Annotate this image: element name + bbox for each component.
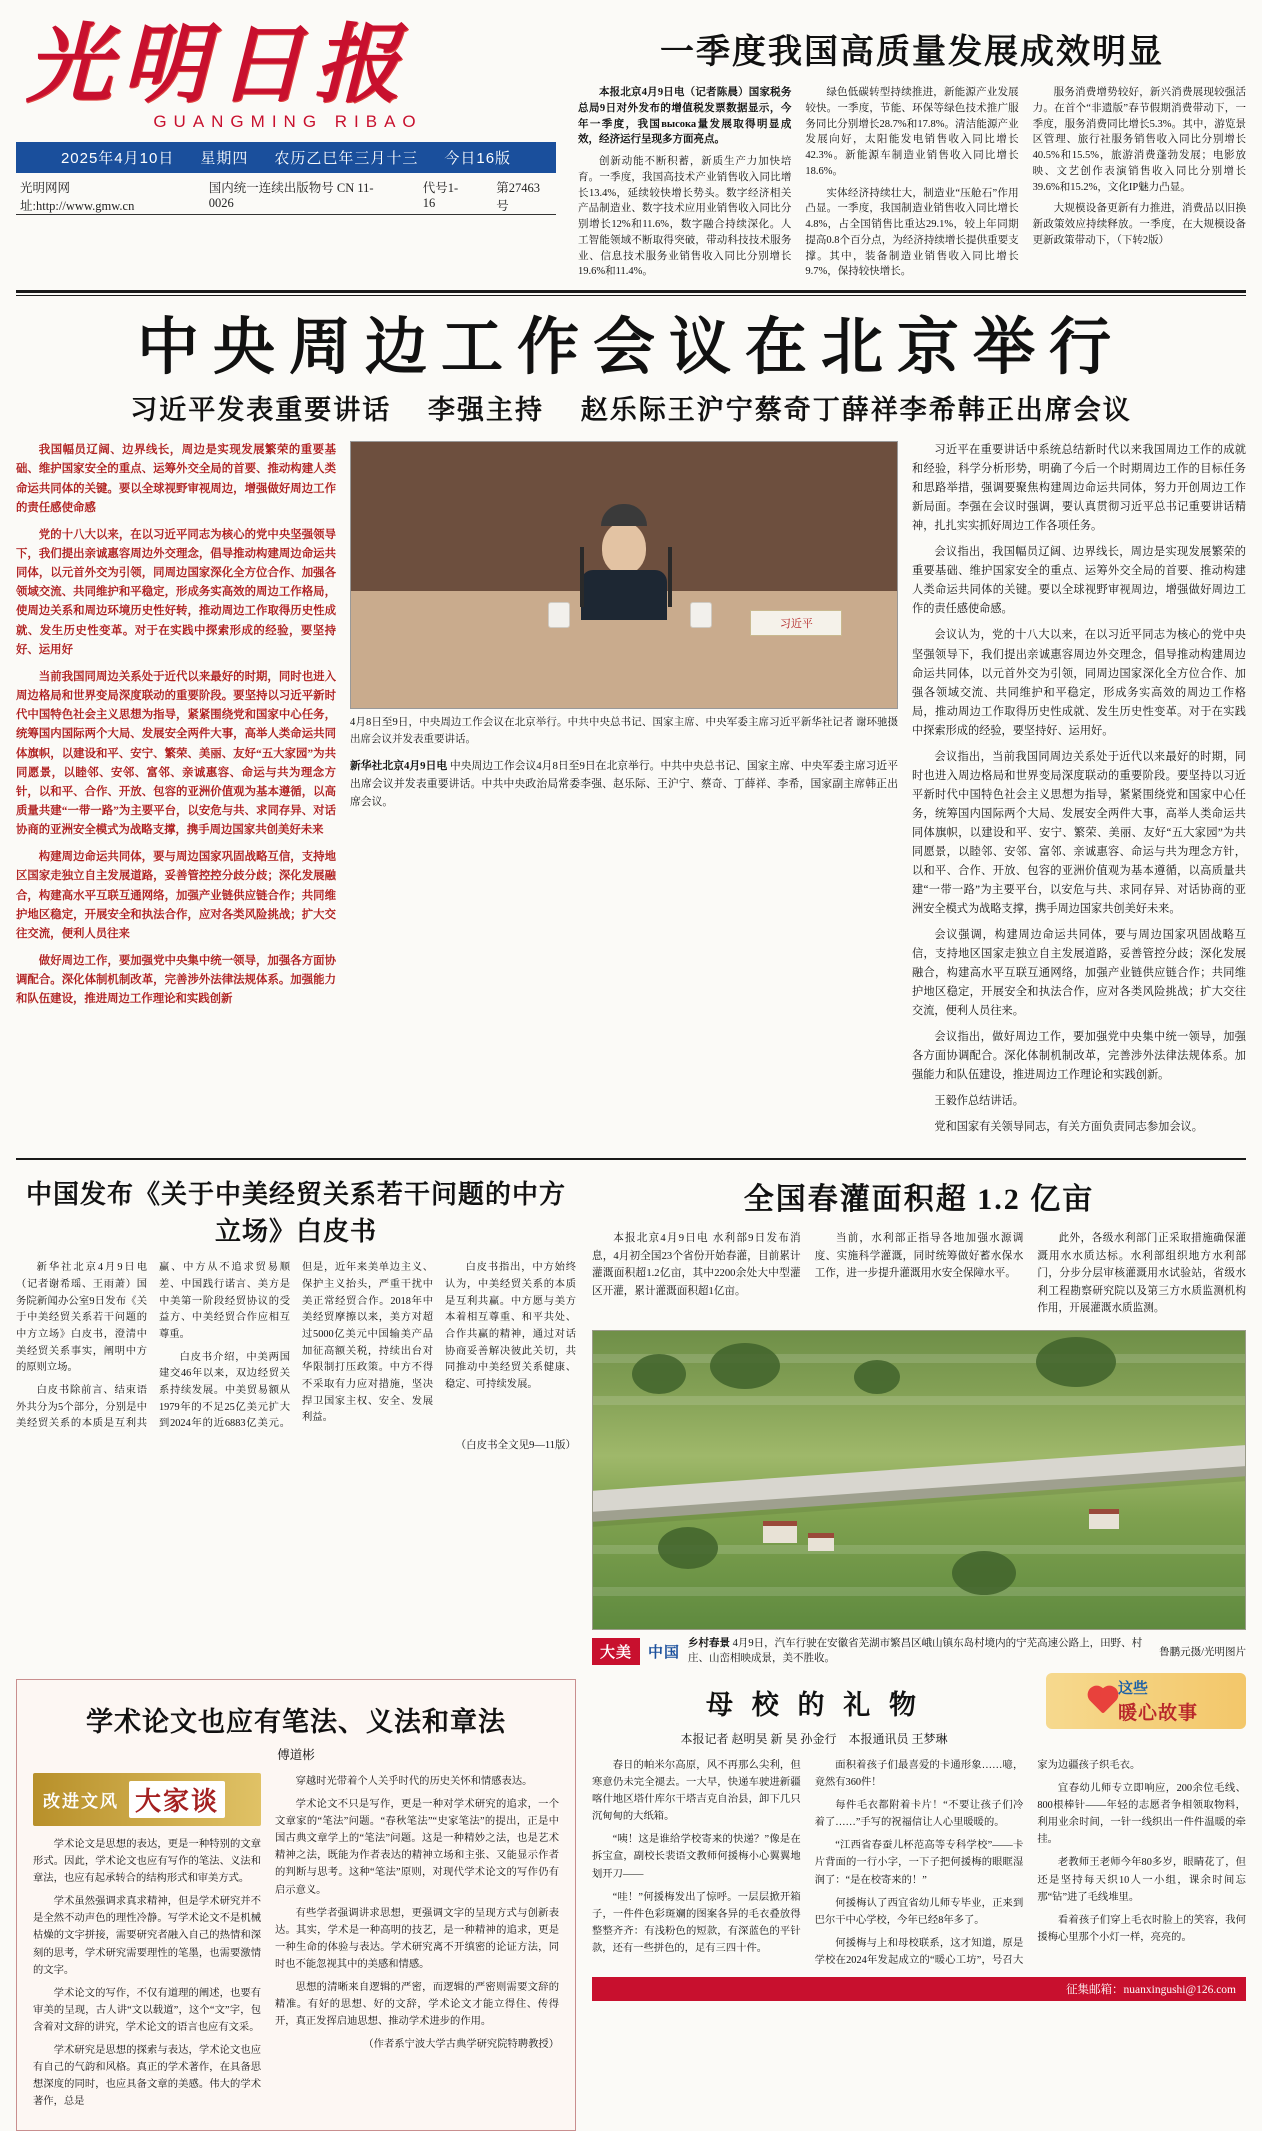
- main-photo-credit: 新华社记者 谢环驰摄: [800, 717, 898, 729]
- gift-article: [592, 1679, 1246, 2001]
- photo-speaker: [581, 500, 667, 596]
- gift-body: [592, 1757, 1246, 1969]
- subhead-2: 李强主持: [428, 395, 544, 426]
- countryside-photo-caption-text: 4月9日，汽车行驶在安徽省芜湖市繁昌区峨山镇东岛村境内的宁芜高速公路上，田野、村庄、山峦相映成景，美不胜收。: [688, 1637, 1143, 1665]
- essay-left-p3: 学术研究是思想的探索与表达，学术论文也应有自己的气韵和风格。真正的学术著作，在具备思想深度的同时，也应具备文章的美感。伟大的学术著作，总是: [33, 2044, 261, 2108]
- column-badge-right-text: 大家谈: [129, 1781, 225, 1818]
- date-value: 2025年4月10日: [60, 150, 175, 168]
- field-strip: [593, 1587, 1245, 1596]
- website-url[interactable]: 光明网网址:http://www.gmw.cn: [20, 181, 135, 214]
- gift-p5: “江西省春蚕儿杯范高等专科学校”——卡片背面的一行小字，一下子把何援梅的眼眶湿润了：“是在校寄来的！”: [814, 1840, 1024, 1886]
- essay-right-column: [275, 1773, 559, 2116]
- warm-stories-badge: [1046, 1673, 1246, 1729]
- column-badge-left-text: 改进文风: [43, 1792, 119, 1812]
- irrigation-p0: 本报北京4月9日电 水利部9日发布消息，4月初全国23个省份开始春灌，目前累计灌溉面积超1.2亿亩，其中2200余处大中型灌区开灌，累计灌溉面积超1亿亩。: [592, 1233, 801, 1297]
- essay-grid: [33, 1773, 559, 2116]
- heart-icon: [1090, 1688, 1115, 1713]
- gift-p4: 每件毛衣都附着卡片！“不要让孩子们冷着了……”手写的祝福信让人心里暖暖的。: [814, 1800, 1024, 1829]
- issn-number: 国内统一连续出版物号 CN 11-0026: [208, 181, 374, 211]
- main-body-p5: 会议指出，做好周边工作，要加强党中央集中统一领导，加强各方面协调配合。深化体制机制改革，完善涉外法律法规体系。加强能力和队伍建设，推进周边工作理论和实践创新。: [912, 1031, 1246, 1082]
- highlight-2: 当前我国同周边关系处于近代以来最好的时期，同时也进入周边格局和世界变局深度联动的重要阶段。要坚持以习近平新时代中国特色社会主义思想为指导，紧紧围绕党和国家中心任务，统筹国内国际两个大局、发展安全两件大事，高举人类命运共同体旗帜，以建设和平、安宁、繁荣、美丽、友好“五大家园”为共同愿景，以睦邻、安邻、富邻、亲诚惠容、命运与共为理念方针，以和平、合作、开放、包容的亚洲价值观为基本遵循，以高质量共建“一带一路”为主要平台，以安危与共、求同存异、对话协商的亚洲安全模式为战略支撑，携手周边国家共创美好未来: [16, 670, 336, 837]
- field-strip: [593, 1354, 1245, 1363]
- countryside-photo-caption: [688, 1636, 1151, 1668]
- warm-badge-blue-text: 这些: [1117, 1681, 1148, 1698]
- whitepaper-p2: 白皮书介绍，中美两国建交46年以来，双边经贸关系持续发展。中美贸易额从1979年的不足25亿美元扩大到2024年的近6883亿美元。但是，近年来美单边主义、保护主义抬头，严重干扰中美正常经贸合作。2018年中美经贸摩擦以来，美方对超过5000亿美元中国输美产品加征高额关税，持续出台对华限制打压政策。中方不得不采取有力应对措施，坚决捍卫国家主权、安全、发展利益。: [159, 1262, 433, 1430]
- gift-headline: 母 校 的 礼 物: [706, 1690, 922, 1721]
- gift-p1: “咦！这是谁给学校寄来的快递？”像是在拆宝盒，副校长裴语文教师何援梅小心翼翼地划开刀——: [592, 1834, 801, 1880]
- whitepaper-p0: 新华社北京4月9日电（记者谢希瑶、王雨萧）国务院新闻办公室9日发布《关于中美经贸关系若干问题的中方立场》白皮书，澄清中美经贸关系事实，阐明中方的原则立场。: [16, 1262, 147, 1374]
- house-shape: [763, 1521, 797, 1543]
- main-photo: [350, 441, 898, 709]
- irrigation-p1: 当前，水利部正指导各地加强水源调度、实施科学灌溉，同时统筹做好蓄水保水工作，进一步提升灌溉用水安全保障水平。: [814, 1233, 1024, 1280]
- whitepaper-p1: 白皮书除前言、结束语外共分为5个部分，分别是中美经贸关系的本质是互利共赢、中方从不追求贸易顺差、中国践行诺言、美方是中美第一阶段经贸协议的受益方、中美经贸合作应相互尊重。: [16, 1262, 290, 1430]
- main-body-p4: 会议强调，构建周边命运共同体，要与周边国家巩固战略互信，支持地区国家走独立自主发展道路，妥善管控分歧；深化发展融合，构建高水平互联互通网络，加强产业链供应链合作；共同维护地区稳定，开展安全和执法合作，应对各类风险挑战；扩大交往交流，便利人员往来。: [912, 928, 1246, 1018]
- whitepaper-article: [16, 1170, 576, 1452]
- whitepaper-footer: （白皮书全文见9—11版）: [455, 1439, 576, 1451]
- irrigation-article: [592, 1170, 1246, 1667]
- gift-p8: 宜春幼儿师专立即响应，200余位毛线、800根棒针——年轻的志愿者争相领取物料，利用业余时间，一针一线织出一件件温暖的牵挂。: [1037, 1783, 1246, 1846]
- masthead-left: [16, 14, 556, 215]
- main-body-p2: 会议认为，党的十八大以来，在以习近平同志为核心的党中央坚强领导下，我们提出亲诚惠容周边外交理念，倡导推动构建周边命运共同体，以元首外交为引领，同周边国家深化全方位合作、加强各领域交流、共同维护和平稳定，形成务实高效的周边工作格局，推动周边工作取得历史性成就、发生历史性变革。对于在实践中探索形成的经验，要坚持好、运用好。: [912, 629, 1246, 737]
- top-story-p1: 创新动能不断积蓄，新质生产力加快培育。一季度，我国高技术产业销售收入同比增长13.4%，延续较快增长势头。数字经济相关产品制造业、数字技术应用业销售收入同比分别增长12%和11.6%，数字融合持续深化。人工智能领域不断取得突破，带动科技技术服务业、信息技术服务业销售收入同比分别增长19.6%和11.4%。: [578, 156, 792, 278]
- essay-left-p0: 学术论文是思想的表达，更是一种特别的文章形式。因此，学术论文也应有写作的笔法、义法和章法，也应有起承转合的结构形式和审美方式。: [33, 1839, 261, 1885]
- main-headline: 中央周边工作会议在北京举行: [136, 314, 1125, 382]
- top-story-body: [578, 85, 1246, 280]
- top-story-p0: 本报北京4月9日电（记者陈晨）国家税务总局9日对外发布的增值税发票数据显示，今年一季度，我国высока量发展取得明显成效，经济运行呈现多方面亮点。: [578, 87, 792, 146]
- issue-number: 第27463号: [496, 181, 541, 214]
- main-photo-caption: [350, 715, 898, 749]
- gift-p9: 老教师王老师今年80多岁，眼睛花了，但还是坚持每天织10人一小组，课余时间忘那“钻”进了毛线堆里。: [1037, 1857, 1246, 1903]
- middle-section: [16, 1170, 1246, 1667]
- main-report-lead-text: 中央周边工作会议4月8日至9日在北京举行。中共中央总书记、国家主席、中央军委主席习近平出席会议并发表重要讲话。中共中央政治局常委李强、赵乐际、王沪宁、蔡奇、丁薛祥、李希，国家副主席韩正出席会议。: [350, 759, 898, 809]
- photo-speaker-head: [602, 522, 646, 574]
- gift-byline-right: 本报通讯员 王梦琳: [848, 1732, 948, 1747]
- countryside-photo-credit: 鲁鹏元摄/光明图片: [1159, 1646, 1246, 1658]
- main-report-lead-block: [350, 757, 898, 812]
- divider-thin-top: [16, 295, 1246, 296]
- newspaper-logo-pinyin: GUANGMING RIBAO: [153, 112, 423, 132]
- essay-author: 傅道彬: [277, 1748, 315, 1763]
- countryside-photo-caption-row: [592, 1636, 1246, 1668]
- highlight-1: 党的十八大以来，在以习近平同志为核心的党中央坚强领导下，我们提出亲诚惠容周边外交理念，倡导推动构建周边命运共同体，以元首外交为引领，同周边国家深化全方位合作、加强各领域交流、共同维护和平稳定，形成务实高效的周边工作格局，使周边关系和周边环境历史性好转，推动周边工作取得历史性成就、发生历史性变革。对于在实践中探索形成的经验，要坚持好、运用好: [16, 528, 336, 656]
- lunar-date-value: 农历乙巳年三月十三: [274, 150, 419, 168]
- warm-badge-stack: [1118, 1677, 1198, 1725]
- top-story-p5: 大规模设备更新有力推进，消费品以旧换新政策效应持续释放。一季度，在大规模设备更新政策带动下，（下转2版）: [1032, 203, 1246, 246]
- gift-p10: 看着孩子们穿上毛衣时脸上的笑容，我何援梅心里那个小灯一样，亮亮的。: [1037, 1914, 1246, 1943]
- photo-speaker-hair: [601, 504, 647, 526]
- teacup-icon: [690, 602, 712, 628]
- essay-right-p3: 思想的清晰来自逻辑的严密，而逻辑的严密则需要文辞的精准。有好的思想、好的文辞，学术论文才能立得住、传得开，真正发挥启迪思想、推动学术进步的作用。: [275, 1981, 559, 2028]
- column-badge: [33, 1773, 261, 1826]
- page-count-value: 今日16版: [444, 150, 512, 168]
- postal-code: 代号1-16: [422, 181, 459, 211]
- series-badge-blue: 中国: [648, 1644, 681, 1661]
- microphone-icon: [580, 547, 584, 607]
- divider-middle: [16, 1158, 1246, 1160]
- masthead-info-bar: [16, 173, 556, 215]
- subhead-3: 赵乐际王沪宁蔡奇丁薛祥李希韩正出席会议: [580, 395, 1132, 426]
- main-report-body: [912, 441, 1246, 1144]
- photo-speaker-body: [581, 570, 667, 620]
- whitepaper-body: [16, 1260, 576, 1433]
- house-shape: [1089, 1509, 1119, 1529]
- highlights-column: [16, 441, 336, 1017]
- essay-right-p1: 学术论文不只是写作，更是一种对学术研究的追求，一个文章家的“笔法”问题。“春秋笔法”“史家笔法”的提出，正是中国古典文章学上的“笔法”问题。这是一种精妙之法，也是艺术精神之法，既能为作者表达的精神立场和主张、又能显示作者的判断与思考。这种“笔法”原则，对现代学术论文的写作仍有启示意义。: [275, 1799, 559, 1896]
- weekday-value: 星期四: [200, 150, 249, 168]
- essay-headline: 学术论文也应有笔法、义法和章法: [86, 1707, 506, 1738]
- essay-left-column: [33, 1773, 261, 2116]
- main-subheadline: [16, 388, 1246, 427]
- irrigation-body: [592, 1230, 1246, 1317]
- gift-p6: 何援梅认了西宜省幼儿师专毕业，正来到巴尔干中心学校，今年已经8年多了。: [814, 1897, 1024, 1926]
- gift-p2: “哇！”何援梅发出了惊呼。一层层掀开箱子，一件件色彩斑斓的图案各异的毛衣叠放得整整齐齐：有浅粉色的短款，有深蓝色的平针款，还有一些拼色的，足有三四十件。: [592, 1891, 801, 1954]
- main-body-p7: 党和国家有关领导同志，有关方面负责同志参加会议。: [934, 1121, 1203, 1134]
- lead-story-grid: [16, 441, 1246, 1144]
- gift-p7: 何援梅与上和母校联系，这才知道，原是学校在2024年发起成立的“暖心工坊”，号召大家为边疆孩子织毛衣。: [814, 1760, 1141, 1966]
- main-body-p0: 习近平在重要讲话中系统总结新时代以来我国周边工作的成就和经验，科学分析形势，明确了今后一个时期周边工作的目标任务和思路举措，强调要聚焦构建周边命运共同体，努力开创周边工作新局面。李强在会议时强调，要认真贯彻习近平总书记重要讲话精神，扎扎实实抓好周边工作各项任务。: [912, 444, 1246, 533]
- highlight-0: 我国幅员辽阔、边界线长，周边是实现发展繁荣的重要基础、维护国家安全的重点、运筹外交全局的首要、推动构建人类命运共同体的关键。要以全球视野审视周边，增强做好周边工作的责任感使命感: [16, 444, 336, 514]
- whitepaper-headline: 中国发布《关于中美经贸关系若干问题的中方立场》白皮书: [25, 1180, 566, 1247]
- tree-shape: [952, 1551, 1016, 1595]
- dateline: 新华社北京4月9日电: [350, 759, 448, 772]
- main-body-p6: 王毅作总结讲话。: [934, 1095, 1024, 1108]
- countryside-photo-caption-title: 乡村春景: [688, 1637, 731, 1649]
- main-body-p3: 会议指出，当前我国同周边关系处于近代以来最好的时期，同时也进入周边格局和世界变局深度联动的重要阶段。要坚持以习近平新时代中国特色社会主义思想为指导，紧紧围绕党和国家中心任务，统筹国内国际两个大局、发展安全两件大事，高举人类命运共同体旗帜，以建设和平、安宁、繁荣、美丽、友好“五大家园”为共同愿景，以睦邻、安邻、富邻、亲诚惠容、命运与共为理念方针，以和平、合作、开放、包容的亚洲价值观为基本遵循，以高质量共建“一带一路”为主要平台，以安危与共、求同存异、对话协商的亚洲安全模式为战略支撑，携手周边国家共创美好未来。: [912, 750, 1246, 915]
- lead-photo-column: [350, 441, 898, 812]
- masthead-right: [566, 14, 1246, 280]
- whitepaper-p3: 白皮书指出，中方始终认为，中美经贸关系的本质是互利共赢。中方愿与美方本着相互尊重、和平共处、合作共赢的精神，通过对话协商妥善解决彼此关切，共同推动中美经贸关系健康、稳定、可持续发展。: [445, 1262, 576, 1390]
- gift-byline: [592, 1730, 1246, 1747]
- microphone-icon: [668, 547, 672, 607]
- top-story-headline: 一季度我国高质量发展成效明显: [660, 34, 1164, 71]
- essay-article: [16, 1679, 576, 2131]
- essay-right-p0: 穿越时光带着个人关乎时代的历史关怀和情感表达。: [295, 1776, 533, 1788]
- tree-shape: [854, 1360, 900, 1394]
- gift-p0: 春日的帕米尔高原，风不再那么尖利，但寒意仍未完全褪去。一大早，快递车驶进新疆喀什地区塔什库尔干塔吉克自治县，卸下几只沉甸甸的大纸箱。: [592, 1760, 801, 1823]
- irrigation-headline: 全国春灌面积超 1.2 亿亩: [743, 1183, 1095, 1217]
- essay-left-p2: 学术论文的写作，不仅有道理的阐述，也要有审美的呈现，古人讲“文以载道”，这个“文”字，包含着对文辞的讲究，学术论文的语言也应有文采。: [33, 1987, 261, 2033]
- tree-shape: [1036, 1337, 1116, 1387]
- newspaper-logo: 光明日报: [26, 17, 410, 113]
- gift-p3: 面积着孩子们最喜爱的卡通形象……噫，竟然有360件！: [814, 1760, 1024, 1789]
- masthead-date-bar: [16, 142, 556, 173]
- field-strip: [593, 1396, 1245, 1405]
- main-photo-caption-text: 4月8日至9日，中央周边工作会议在北京举行。中共中央总书记、国家主席、中央军委主席习近平出席会议并发表重要讲话。: [350, 717, 801, 745]
- masthead: [16, 14, 1246, 280]
- top-story-p2: 绿色低碳转型持续推进，新能源产业发展较快。一季度，节能、环保等绿色技术推广服务同比分别增长28.7%和17.8%。清洁能源产业发展向好，太阳能发电销售收入同比增长42.3%。新能源车制造业销售收入同比增长18.6%。: [805, 87, 1019, 177]
- divider-thick-top: [16, 290, 1246, 293]
- essay-right-p2: 有些学者强调讲求思想，更强调文字的呈现方式与创新表达。其实，学术是一种高明的技艺，是一种精神的追求，更是一种生命的体验与表达。学术研究离不开缜密的论证方法，同时也不能忽视其中的美感和情感。: [275, 1907, 559, 1970]
- top-story-p3: 实体经济持续壮大，制造业“压舱石”作用凸显。一季度，我国制造业销售收入同比增长4.8%，占全国销售比重达29.1%，较上年同期提高0.8个百分点，为经济持续增长提供重要支撑。其中，装备制造业销售收入同比增长9.7%，保持较快增长。: [805, 187, 1019, 278]
- essay-author-note: （作者系宁波大学古典学研究院特聘教授）: [363, 2039, 559, 2051]
- highlight-4: 做好周边工作，要加强党中央集中统一领导，加强各方面协调配合。深化体制机制改革，完善涉外法律法规体系。加强能力和队伍建设，推进周边工作理论和实践创新: [16, 955, 336, 1006]
- essay-left-p1: 学术虽然强调求真求精神，但是学术研究并不是全然不动声色的理性冷静。写学术论文不是机械枯燥的文字拼接，需要研究者融入自己的热情和深刻的思考，学术研究需要理性的笔墨，也需要激情的文字。: [33, 1896, 261, 1976]
- tree-shape: [710, 1343, 780, 1389]
- top-story-p4: 服务消费增势较好，新兴消费展现较强活力。在首个“非遗版”春节假期消费带动下，一季度，服务消费同比增长5.3%。其中，游览景区管理、旅行社服务销售收入同比分别增长40.5%和15.5%，旅游消费蓬勃发展；电影放映、文艺创作表演销售收入同比分别增长39.6%和15.2%，文化IP魅力凸显。: [1032, 87, 1246, 193]
- highlight-3: 构建周边命运共同体，要与周边国家巩固战略互信，支持地区国家走独立自主发展道路，妥善管控控分歧分歧；深化发展融合，构建高水平互联互通网络，加强产业链供应链合作；共同维护地区稳定，开展安全和执法合作，应对各类风险挑战；扩大交往交流，便利人员往来: [16, 851, 336, 940]
- main-body-p1: 会议指出，我国幅员辽阔、边界线长，周边是实现发展繁荣的重要基础、维护国家安全的重点、运筹外交全局的首要、推动构建人类命运共同体的关键。要以全球视野审视周边，增强做好周边工作的责任感使命感。: [912, 546, 1246, 616]
- subhead-1: 习近平发表重要讲话: [130, 395, 392, 426]
- series-badge-red: 大美: [592, 1638, 640, 1665]
- teacup-icon: [548, 602, 570, 628]
- photo-nameplate: 习近平: [750, 610, 842, 636]
- warm-badge-red-text: 暖心故事: [1117, 1703, 1198, 1725]
- irrigation-p2: 此外，各级水利部门正采取措施确保灌溉用水水质达标。水利部组织地方水利部门，分步分层审核灌溉用水试验站，省级水利工程勘察研究院以及第三方水质监测机构作用，开展灌溉水质监测。: [1037, 1233, 1246, 1315]
- countryside-photo: [592, 1330, 1246, 1630]
- house-shape: [808, 1533, 834, 1551]
- bottom-section: [16, 1679, 1246, 2131]
- essay-left-text: [33, 1836, 261, 2110]
- gift-byline-left: 本报记者 赵明昊 新 昊 孙金行: [680, 1732, 837, 1747]
- submission-email-bar[interactable]: 征集邮箱：nuanxingushi@126.com: [592, 1977, 1246, 2001]
- tree-shape: [658, 1527, 718, 1569]
- tree-shape: [632, 1354, 686, 1394]
